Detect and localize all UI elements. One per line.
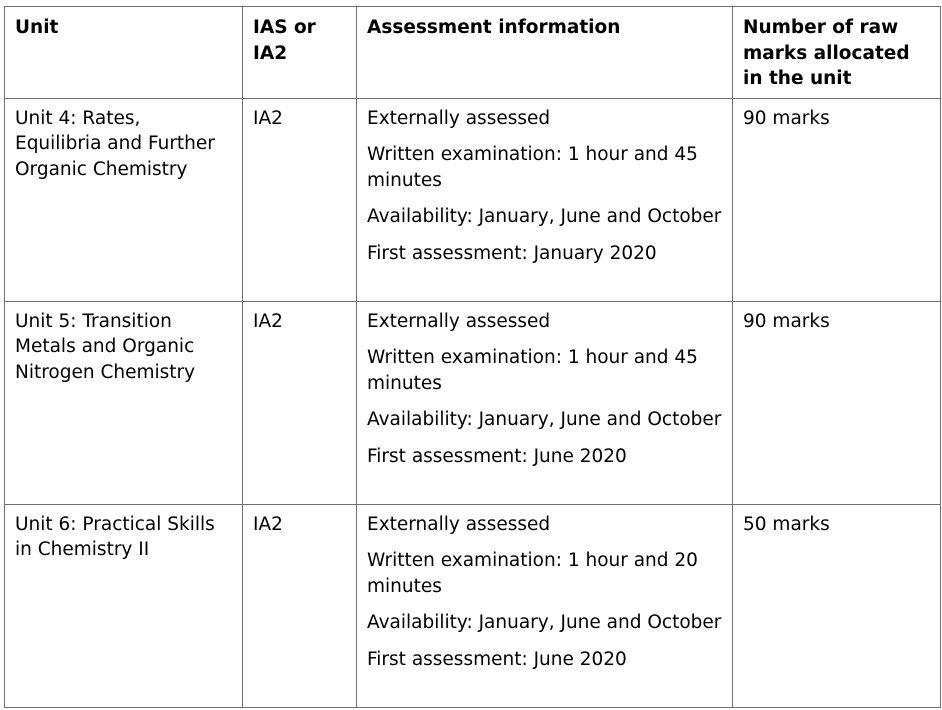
first-assessment: First assessment: June 2020 <box>367 648 627 670</box>
first-assessment: First assessment: June 2020 <box>367 445 627 467</box>
level-cell: IA2 <box>243 98 357 301</box>
marks-cell: 90 marks <box>733 301 941 504</box>
assessment-type: Externally assessed <box>367 310 551 332</box>
table-header-row <box>5 7 941 99</box>
unit-name-cell: Unit 6: Practical Skills in Chemistry II <box>5 504 243 707</box>
header-raw-marks: Number of raw marks allocated in the unit <box>733 7 941 99</box>
assessment-cell <box>357 504 733 707</box>
table-row <box>5 504 941 707</box>
assessment-type: Externally assessed <box>367 513 551 535</box>
table-row <box>5 98 941 301</box>
header-level: IAS or IA2 <box>243 7 357 99</box>
assessment-cell <box>357 98 733 301</box>
exam-duration: Written examination: 1 hour and 45 minutes <box>367 347 698 394</box>
availability: Availability: January, June and October <box>367 206 722 227</box>
exam-duration: Written examination: 1 hour and 45 minutes <box>367 144 698 191</box>
unit-name-cell: Unit 5: Transition Metals and Organic Nitrogen Chemistry <box>5 301 243 504</box>
first-assessment: First assessment: January 2020 <box>367 242 657 264</box>
unit-name-cell: Unit 4: Rates, Equilibria and Further Organic Chemistry <box>5 98 243 301</box>
level-cell: IA2 <box>243 504 357 707</box>
assessment-type: Externally assessed <box>367 107 551 129</box>
marks-cell: 50 marks <box>733 504 941 707</box>
exam-duration: Written examination: 1 hour and 20 minutes <box>367 550 698 597</box>
availability: Availability: January, June and October <box>367 612 722 633</box>
assessment-cell <box>357 301 733 504</box>
header-unit: Unit <box>5 7 243 99</box>
assessment-table <box>4 6 941 708</box>
marks-cell: 90 marks <box>733 98 941 301</box>
header-assessment-information: Assessment information <box>357 7 733 99</box>
availability: Availability: January, June and October <box>367 409 722 430</box>
level-cell: IA2 <box>243 301 357 504</box>
table-row <box>5 301 941 504</box>
